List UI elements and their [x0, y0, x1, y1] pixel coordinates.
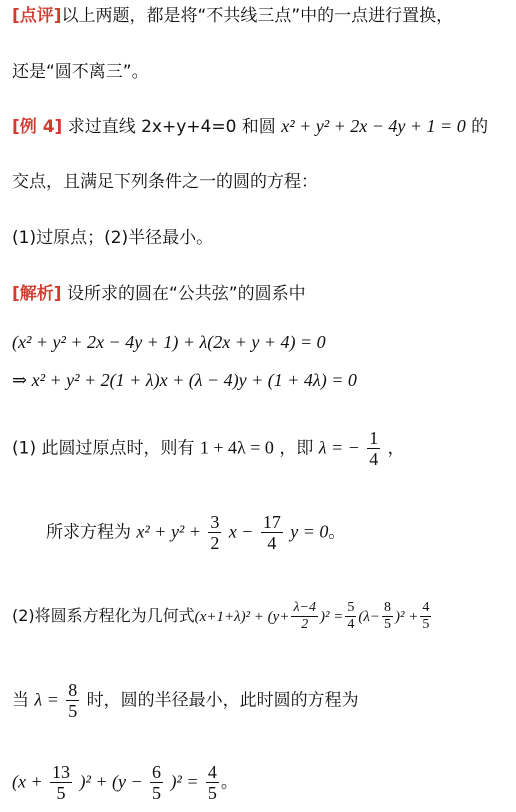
final-frac3-num: 4 [207, 762, 217, 782]
part1-result-b: x − [228, 521, 254, 542]
part2-when-a: 当 [12, 690, 29, 711]
example-prompt-line2: 交点，且满足下列条件之一的圆的方程： [12, 172, 318, 192]
final-equation-line [12, 762, 238, 803]
solution-intro: 设所求的圆在“公共弦”的圆系中 [66, 284, 306, 304]
equation-expanded: ⇒ x² + y² + 2(1 + λ)x + (λ − 4)y + (1 + 4λ) = 0 [12, 370, 357, 390]
part2-frac3 [382, 600, 393, 633]
part1-line [12, 428, 405, 469]
example-prompt-a: 求过直线 2x+y+4=0 和圆 [67, 117, 276, 137]
final-frac2-num: 6 [152, 762, 162, 782]
example-prompt-b: 的 [471, 117, 489, 137]
part2-frac4 [420, 600, 431, 633]
solution-tag: [解析] [12, 284, 62, 304]
comment-text-2: 还是“圆不离三”。 [12, 62, 149, 82]
example-line-1 [12, 114, 488, 139]
part1-result-frac2-num: 17 [262, 512, 281, 532]
part1-fraction [367, 428, 380, 469]
final-c: )² = [170, 771, 199, 792]
part1-result-frac1-num: 3 [210, 512, 220, 532]
part2-a: (x+1+λ)² + (y+ [194, 609, 290, 625]
part2-when-frac [66, 680, 79, 721]
part1-result-line [46, 512, 345, 553]
part1-result-label: 所求方程为 [46, 522, 131, 543]
part2-when-line [12, 680, 359, 721]
part1-lambda: λ = − [318, 437, 360, 458]
part2-when-frac-num: 8 [68, 680, 78, 700]
part1-condition: 1 + 4λ = 0 [199, 437, 274, 458]
part1-text-a: (1) 此圆过原点时，则有 [12, 438, 195, 459]
part1-result-end: 。 [328, 522, 346, 543]
part2-line [12, 600, 433, 633]
part2-c: (λ− [358, 609, 380, 625]
part2-d: )² + [394, 609, 419, 625]
comment-text-1: 以上两题，都是将“不共线三点”中的一点进行置换， [61, 6, 454, 26]
part1-text-c: ， [387, 438, 405, 459]
circle-equation: x² + y² + 2x − 4y + 1 = 0 [281, 116, 466, 136]
part2-when-frac-den: 5 [68, 701, 78, 721]
final-frac2 [150, 762, 163, 803]
final-a: (x + [12, 771, 43, 792]
part2-b: )² = [319, 609, 344, 625]
example-line-2 [12, 170, 318, 194]
example-tag: [例 4] [12, 117, 63, 137]
part2-label: (2)将圆系方程化为几何式 [12, 606, 195, 625]
part2-frac2-num: 5 [347, 600, 355, 615]
final-frac3 [206, 762, 219, 803]
part2-frac3-den: 5 [383, 617, 391, 632]
part1-result-a: x² + y² + [136, 521, 201, 542]
part2-frac4-num: 4 [422, 600, 430, 615]
final-b: )² + (y − [79, 771, 143, 792]
part1-result-frac2-den: 4 [267, 533, 277, 553]
part2-when-lambda: λ = [34, 689, 59, 710]
part1-fraction-den: 4 [369, 449, 379, 469]
part2-frac3-num: 8 [383, 600, 391, 615]
final-frac1-num: 13 [52, 762, 71, 782]
equation-family: (x² + y² + 2x − 4y + 1) + λ(2x + y + 4) = 0 [12, 332, 326, 352]
final-frac3-den: 5 [207, 783, 217, 803]
part1-text-b: ，即 [279, 438, 314, 459]
final-frac2-den: 5 [152, 783, 162, 803]
example-conditions [12, 226, 213, 250]
part2-frac1-den: 2 [301, 617, 309, 632]
comment-tag: [点评] [12, 6, 62, 26]
example-conditions-text: (1)过原点；(2)半径最小。 [12, 228, 214, 248]
solution-intro-line [12, 282, 306, 306]
final-frac1-den: 5 [56, 783, 66, 803]
comment-line-1 [12, 4, 453, 28]
part1-result-frac1 [208, 512, 221, 553]
comment-line-2 [12, 60, 149, 84]
final-end: 。 [220, 772, 238, 793]
part1-result-frac1-den: 2 [210, 533, 220, 553]
part1-result-c: y = 0 [290, 521, 329, 542]
part2-frac1 [291, 600, 318, 633]
part1-result-frac2 [261, 512, 283, 553]
part2-frac1-num: λ−4 [293, 600, 316, 615]
part2-frac2-den: 4 [347, 617, 355, 632]
part1-fraction-num: 1 [369, 428, 379, 448]
final-frac1 [50, 762, 72, 803]
part2-frac2 [345, 600, 356, 633]
part2-when-b: 时，圆的半径最小，此时圆的方程为 [86, 690, 359, 711]
part2-frac4-den: 5 [422, 617, 430, 632]
